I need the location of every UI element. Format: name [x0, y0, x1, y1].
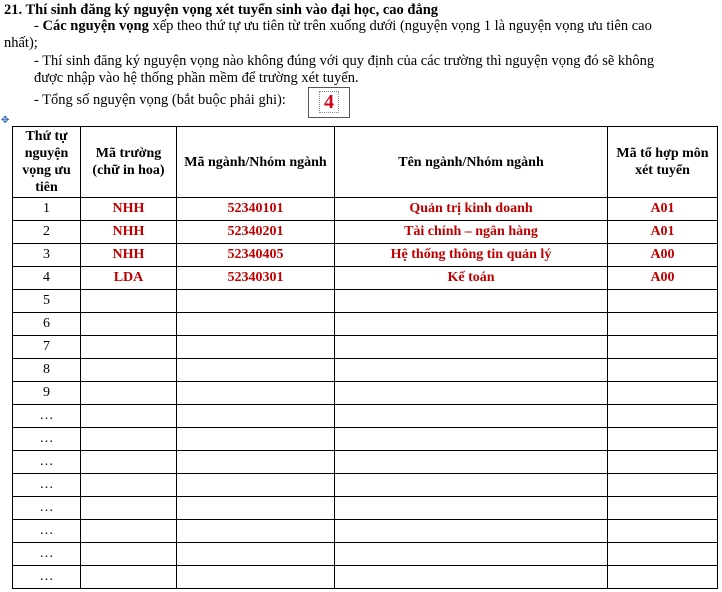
cell-school-code[interactable]	[81, 313, 177, 336]
cell-priority[interactable]: 1	[13, 198, 81, 221]
cell-priority[interactable]: 6	[13, 313, 81, 336]
cell-major-code[interactable]	[177, 497, 335, 520]
header-combo-code: Mã tổ hợp môn xét tuyển	[608, 127, 718, 198]
cell-major-code[interactable]	[177, 336, 335, 359]
table-row	[13, 382, 718, 405]
cell-major-code[interactable]	[177, 428, 335, 451]
cell-priority[interactable]: 5	[13, 290, 81, 313]
cell-major-name[interactable]: Kế toán	[335, 267, 608, 290]
cell-major-code[interactable]	[177, 451, 335, 474]
table-row	[13, 336, 718, 359]
cell-combo-code[interactable]	[608, 405, 718, 428]
header-major-name: Tên ngành/Nhóm ngành	[335, 127, 608, 198]
note-order-continuation: nhất);	[4, 35, 38, 51]
table-row	[13, 198, 718, 221]
cell-major-code[interactable]: 52340405	[177, 244, 335, 267]
cell-combo-code[interactable]	[608, 566, 718, 589]
cell-combo-code[interactable]	[608, 336, 718, 359]
table-row	[13, 543, 718, 566]
cell-major-name[interactable]	[335, 359, 608, 382]
cell-combo-code[interactable]: A00	[608, 244, 718, 267]
cell-major-name[interactable]	[335, 428, 608, 451]
cell-school-code[interactable]	[81, 405, 177, 428]
cell-priority[interactable]: …	[13, 543, 81, 566]
table-row	[13, 428, 718, 451]
section-heading: 21. Thí sinh đăng ký nguyện vọng xét tuyển sinh vào đại học, cao đẳng	[4, 2, 439, 18]
cell-major-code[interactable]	[177, 313, 335, 336]
cell-combo-code[interactable]	[608, 451, 718, 474]
cell-school-code[interactable]	[81, 336, 177, 359]
note-rules-line2: được nhập vào hệ thống phần mềm để trường xét tuyển.	[34, 70, 359, 86]
cell-major-name[interactable]	[335, 405, 608, 428]
cell-combo-code[interactable]: A01	[608, 198, 718, 221]
cell-school-code[interactable]	[81, 359, 177, 382]
total-count-box[interactable]	[308, 87, 350, 118]
cell-school-code[interactable]	[81, 451, 177, 474]
note-order	[34, 18, 652, 35]
cell-major-code[interactable]: 52340101	[177, 198, 335, 221]
table-header-row	[13, 127, 718, 198]
cell-school-code[interactable]	[81, 290, 177, 313]
cell-priority[interactable]: …	[13, 566, 81, 589]
table-row	[13, 313, 718, 336]
cell-combo-code[interactable]: A01	[608, 221, 718, 244]
note-order-bold: Các nguyện vọng	[42, 18, 149, 34]
preferences-table	[12, 126, 718, 589]
cell-priority[interactable]: 7	[13, 336, 81, 359]
cell-major-name[interactable]	[335, 497, 608, 520]
cell-major-code[interactable]	[177, 290, 335, 313]
cell-major-name[interactable]: Hệ thống thông tin quản lý	[335, 244, 608, 267]
cell-major-code[interactable]	[177, 405, 335, 428]
note-order-text: xếp theo thứ tự ưu tiên từ trên xuống dưới (nguyện vọng 1 là nguyện vọng ưu tiên cao	[148, 18, 652, 34]
cell-major-name[interactable]	[335, 313, 608, 336]
cell-major-code[interactable]	[177, 474, 335, 497]
cell-priority[interactable]: 2	[13, 221, 81, 244]
cell-major-name[interactable]	[335, 474, 608, 497]
cell-combo-code[interactable]	[608, 313, 718, 336]
table-row	[13, 267, 718, 290]
cell-major-code[interactable]	[177, 543, 335, 566]
note-order-dash: -	[34, 18, 43, 34]
table-row	[13, 290, 718, 313]
cell-priority[interactable]: 8	[13, 359, 81, 382]
cell-school-code[interactable]	[81, 520, 177, 543]
cell-major-name[interactable]	[335, 382, 608, 405]
cell-school-code[interactable]	[81, 382, 177, 405]
cell-school-code[interactable]: LDA	[81, 267, 177, 290]
table-row	[13, 497, 718, 520]
total-count-value[interactable]: 4	[319, 91, 339, 113]
cell-priority[interactable]: …	[13, 451, 81, 474]
cell-major-code[interactable]	[177, 566, 335, 589]
cell-major-name[interactable]	[335, 451, 608, 474]
table-row	[13, 244, 718, 267]
cell-priority[interactable]: …	[13, 428, 81, 451]
cell-combo-code[interactable]	[608, 359, 718, 382]
cell-major-name[interactable]	[335, 543, 608, 566]
total-label: - Tổng số nguyện vọng (bắt buộc phải ghi):	[34, 92, 286, 108]
table-row	[13, 520, 718, 543]
table-row	[13, 474, 718, 497]
cell-school-code[interactable]	[81, 566, 177, 589]
cell-combo-code[interactable]	[608, 474, 718, 497]
table-move-handle-icon[interactable]: ✥	[1, 115, 10, 126]
cell-school-code[interactable]	[81, 497, 177, 520]
cell-combo-code[interactable]	[608, 382, 718, 405]
cell-priority[interactable]: …	[13, 520, 81, 543]
cell-combo-code[interactable]	[608, 428, 718, 451]
cell-school-code[interactable]: NHH	[81, 198, 177, 221]
cell-major-name[interactable]	[335, 290, 608, 313]
cell-major-code[interactable]	[177, 520, 335, 543]
table-row	[13, 451, 718, 474]
cell-major-code[interactable]: 52340301	[177, 267, 335, 290]
cell-priority[interactable]: …	[13, 474, 81, 497]
header-priority: Thứ tự nguyện vọng ưu tiên	[13, 127, 81, 198]
cell-priority[interactable]: …	[13, 497, 81, 520]
cell-school-code[interactable]	[81, 474, 177, 497]
cell-major-name[interactable]: Tài chính – ngân hàng	[335, 221, 608, 244]
header-school-code: Mã trường (chữ in hoa)	[81, 127, 177, 198]
cell-combo-code[interactable]	[608, 543, 718, 566]
cell-major-name[interactable]	[335, 566, 608, 589]
cell-combo-code[interactable]	[608, 520, 718, 543]
cell-priority[interactable]: …	[13, 405, 81, 428]
cell-combo-code[interactable]	[608, 290, 718, 313]
cell-priority[interactable]: 3	[13, 244, 81, 267]
cell-combo-code[interactable]	[608, 497, 718, 520]
table-row	[13, 221, 718, 244]
table-row	[13, 405, 718, 428]
cell-major-name[interactable]	[335, 520, 608, 543]
cell-priority[interactable]: 9	[13, 382, 81, 405]
cell-major-name[interactable]	[335, 336, 608, 359]
header-major-code: Mã ngành/Nhóm ngành	[177, 127, 335, 198]
cell-major-code[interactable]: 52340201	[177, 221, 335, 244]
cell-major-name[interactable]: Quản trị kinh doanh	[335, 198, 608, 221]
table-row	[13, 566, 718, 589]
cell-school-code[interactable]: NHH	[81, 244, 177, 267]
cell-major-code[interactable]	[177, 359, 335, 382]
cell-major-code[interactable]	[177, 382, 335, 405]
cell-school-code[interactable]	[81, 428, 177, 451]
cell-school-code[interactable]: NHH	[81, 221, 177, 244]
note-rules-line1: - Thí sinh đăng ký nguyện vọng nào không đúng với quy định của các trường thì nguyện vọng đó sẽ không	[34, 53, 655, 69]
cell-priority[interactable]: 4	[13, 267, 81, 290]
table-row	[13, 359, 718, 382]
cell-school-code[interactable]	[81, 543, 177, 566]
cell-combo-code[interactable]: A00	[608, 267, 718, 290]
